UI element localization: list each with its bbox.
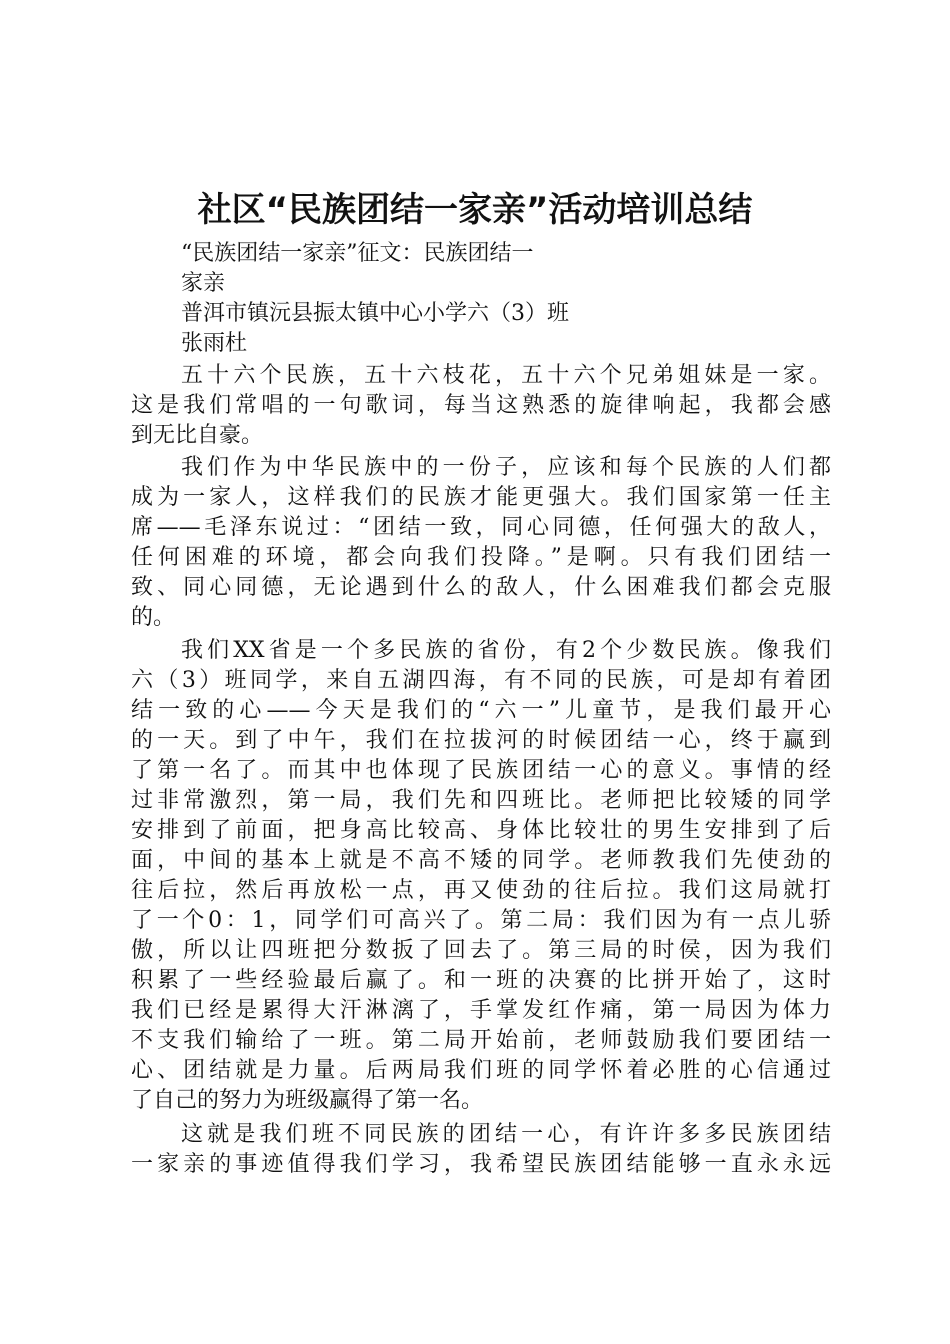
paragraph-line: 的。: [131, 605, 176, 630]
paragraph-line: 我们作为中华民族中的一份子，应该和每个民族的人们都: [181, 455, 831, 480]
paragraph-line: 我们已经是累得大汗淋漓了，手掌发红作痛，第一局因为体力: [131, 998, 831, 1023]
paragraph-line: 面，中间的基本上就是不高不矮的同学。老师教我们先使劲的: [131, 848, 831, 873]
paragraph-line: 成为一家人，这样我们的民族才能更强大。我们国家第一任主: [131, 485, 831, 510]
paragraph-line: 了一个0：1，同学们可高兴了。第二局：我们因为有一点儿骄: [131, 908, 831, 933]
paragraph-line: 结一致的心——今天是我们的“六一”儿童节，是我们最开心: [131, 698, 831, 723]
paragraph-line: 一家亲的事迹值得我们学习，我希望民族团结能够一直永永远: [131, 1152, 831, 1177]
paragraph-line: 安排到了前面，把身高比较高、身体比较壮的男生安排到了后: [131, 818, 831, 843]
paragraph-line: 席——毛泽东说过：“团结一致，同心同德，任何强大的敌人，: [131, 515, 831, 540]
paragraph-line: 五十六个民族，五十六枝花，五十六个兄弟姐妹是一家。: [181, 363, 831, 388]
paragraph-line: 这就是我们班不同民族的团结一心，有许许多多民族团结: [181, 1122, 831, 1147]
paragraph-line: 我们XX省是一个多民族的省份，有2个少数民族。像我们: [181, 638, 831, 663]
paragraph-line: 积累了一些经验最后赢了。和一班的决赛的比拼开始了，这时: [131, 968, 831, 993]
paragraph-line: 这是我们常唱的一句歌词，每当这熟悉的旋律响起，我都会感: [131, 393, 831, 418]
school-line: 普洱市镇沅县振太镇中心小学六（3）班: [181, 301, 569, 326]
paragraph-line: 致、同心同德，无论遇到什么的敌人，什么困难我们都会克服: [131, 575, 831, 600]
paragraph-line: 往后拉，然后再放松一点，再又使劲的往后拉。我们这局就打: [131, 878, 831, 903]
paragraph-line: 不支我们输给了一班。第二局开始前，老师鼓励我们要团结一: [131, 1028, 831, 1053]
author-line: 张雨杜: [181, 331, 248, 356]
subtitle-line-1: “民族团结一家亲”征文：民族团结一: [181, 241, 534, 266]
paragraph-line: 了第一名了。而其中也体现了民族团结一心的意义。事情的经: [131, 758, 831, 783]
paragraph-line: 到无比自豪。: [131, 423, 264, 448]
subtitle-line-2: 家亲: [181, 271, 226, 296]
paragraph-line: 了自己的努力为班级赢得了第一名。: [131, 1088, 484, 1113]
paragraph-line: 过非常激烈，第一局，我们先和四班比。老师把比较矮的同学: [131, 788, 831, 813]
document-title: 社区“民族团结一家亲”活动培训总结: [197, 190, 753, 230]
paragraph-line: 心、团结就是力量。后两局我们班的同学怀着必胜的心信通过: [131, 1058, 831, 1083]
paragraph-line: 六（3）班同学，来自五湖四海，有不同的民族，可是却有着团: [131, 668, 831, 693]
paragraph-line: 任何困难的环境，都会向我们投降。”是啊。只有我们团结一: [131, 545, 831, 570]
paragraph-line: 的一天。到了中午，我们在拉拔河的时候团结一心，终于赢到: [131, 728, 831, 753]
paragraph-line: 傲，所以让四班把分数扳了回去了。第三局的时侯，因为我们: [131, 938, 831, 963]
